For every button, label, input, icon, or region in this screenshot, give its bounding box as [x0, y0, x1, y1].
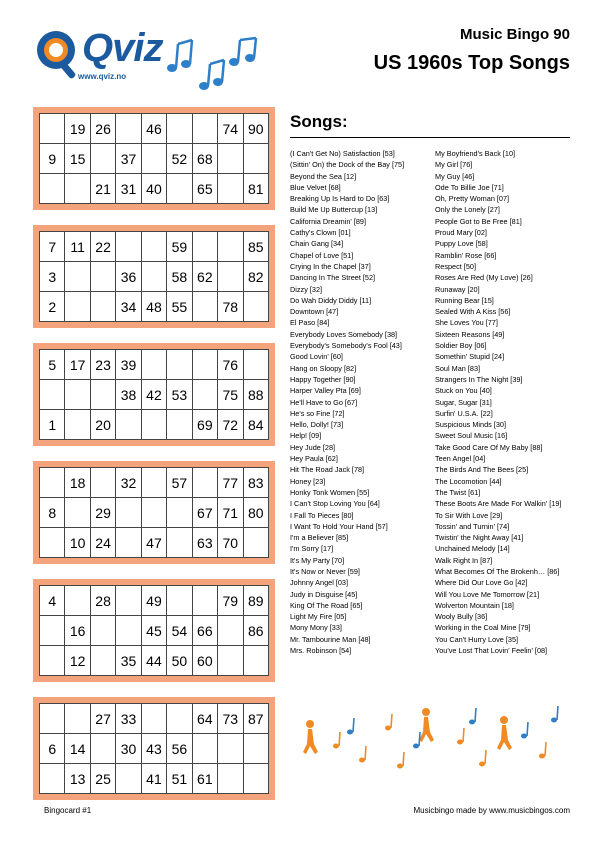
songs-column-left: [290, 148, 435, 656]
song-item: Dizzy [32]: [290, 284, 323, 294]
bingo-cell: [167, 174, 192, 204]
bingo-cell: 56: [167, 734, 192, 764]
song-item: These Boots Are Made For Walkin' [19]: [435, 499, 562, 509]
bingo-cell: [192, 114, 217, 144]
bingo-cell: [65, 410, 90, 440]
song-item: Working in the Coal Mine [79]: [435, 623, 531, 633]
bingo-cell: 87: [243, 704, 269, 734]
bingo-cell: 40: [141, 174, 166, 204]
bingo-cell: [40, 468, 65, 498]
song-item: I Fall To Pieces [80]: [290, 510, 354, 520]
bingo-cell: [141, 498, 166, 528]
bingo-cell: 37: [116, 144, 141, 174]
bingo-cell: 73: [218, 704, 243, 734]
song-item: Teen Angel [04]: [435, 454, 486, 464]
songs-column-right: [435, 148, 570, 656]
song-item: To Sir With Love [29]: [435, 510, 503, 520]
bingo-cell: 62: [192, 262, 217, 292]
footer-card-number: Bingocard #1: [44, 806, 92, 815]
bingo-cell: 29: [90, 498, 115, 528]
song-item: Everybody Loves Somebody [38]: [290, 329, 398, 339]
logo-url: www.qviz.no: [78, 72, 127, 81]
bingo-grid: [39, 585, 269, 676]
bingo-cell: [40, 528, 65, 558]
bingo-cell: 12: [65, 646, 90, 676]
bingo-cell: [243, 144, 269, 174]
bingo-cell: 11: [65, 232, 90, 262]
bingo-cell: [90, 144, 115, 174]
bingo-cell: 79: [218, 586, 243, 616]
bingo-row: [40, 350, 269, 380]
song-item: Mony Mony [33]: [290, 623, 342, 633]
bingo-cell: [40, 646, 65, 676]
bingo-cell: [218, 646, 243, 676]
bingo-cell: 10: [65, 528, 90, 558]
bingo-cell: [90, 616, 115, 646]
bingo-cell: 77: [218, 468, 243, 498]
bingo-cell: 90: [243, 114, 269, 144]
bingo-cell: [243, 734, 269, 764]
bingo-cell: 31: [116, 174, 141, 204]
song-item: Hey Jude [28]: [290, 442, 336, 452]
song-item: My Guy [46]: [435, 171, 475, 181]
bingo-cell: [116, 764, 141, 794]
bingo-cell: 61: [192, 764, 217, 794]
bingo-cell: 46: [141, 114, 166, 144]
bingo-row: [40, 528, 269, 558]
header-title: Music Bingo 90: [459, 26, 570, 43]
footer-credit: Musicbingo made by www.musicbingos.com: [413, 806, 570, 815]
song-item: Chapel of Love [51]: [290, 250, 354, 260]
bingo-cell: [65, 292, 90, 322]
bingo-cell: [40, 380, 65, 410]
bingo-cell: 84: [243, 410, 269, 440]
bingo-cell: [65, 586, 90, 616]
bingo-cell: 48: [141, 292, 166, 322]
bingo-cell: 42: [141, 380, 166, 410]
bingo-cell: [192, 380, 217, 410]
bingo-cell: 65: [192, 174, 217, 204]
bingo-cell: 45: [141, 616, 166, 646]
song-item: The Birds And The Bees [25]: [435, 465, 529, 475]
song-item: Sweet Soul Music [16]: [435, 431, 508, 441]
bingo-cell: [141, 232, 166, 262]
bingo-cell: [65, 380, 90, 410]
bingo-cell: [141, 704, 166, 734]
bingo-cell: 25: [90, 764, 115, 794]
bingo-cell: [218, 734, 243, 764]
bingo-cell: 80: [243, 498, 269, 528]
song-item: Unchained Melody [14]: [435, 544, 510, 554]
song-item: Hit The Road Jack [78]: [290, 465, 365, 475]
song-item: What Becomes Of The Brokenh… [86]: [435, 566, 560, 576]
bingo-cell: 14: [65, 734, 90, 764]
song-item: Judy in Disguise [45]: [290, 589, 358, 599]
bingo-cell: [116, 586, 141, 616]
bingo-cell: [65, 498, 90, 528]
bingo-cell: [192, 292, 217, 322]
bingo-cell: [141, 468, 166, 498]
bingo-cell: [192, 232, 217, 262]
bingo-cell: [90, 292, 115, 322]
bingo-grid: [39, 349, 269, 440]
music-notes-icon: [162, 36, 262, 96]
bingo-cell: [141, 410, 166, 440]
bingo-card: [33, 579, 275, 682]
song-item: You've Lost That Lovin' Feelin' [08]: [435, 646, 548, 656]
song-item: She Loves You [77]: [435, 318, 498, 328]
song-item: Do Wah Diddy Diddy [11]: [290, 295, 372, 305]
bingo-cell: 17: [65, 350, 90, 380]
song-item: I'm Sorry [17]: [290, 544, 334, 554]
song-item: I Want To Hold Your Hand [57]: [290, 521, 388, 531]
song-item: Hang on Sloopy [82]: [290, 363, 357, 373]
bingo-cell: 68: [192, 144, 217, 174]
bingo-row: [40, 174, 269, 204]
bingo-cell: 66: [192, 616, 217, 646]
bingo-cell: 20: [90, 410, 115, 440]
song-item: Johnny Angel [03]: [290, 578, 349, 588]
bingo-cell: [167, 410, 192, 440]
bingo-cell: 75: [218, 380, 243, 410]
bingo-cell: 19: [65, 114, 90, 144]
song-item: My Boyfriend's Back [10]: [435, 149, 516, 158]
song-item: Proud Mary [02]: [435, 228, 487, 238]
bingo-cell: 43: [141, 734, 166, 764]
bingo-cell: [141, 350, 166, 380]
bingo-cell: [167, 114, 192, 144]
bingo-cell: 55: [167, 292, 192, 322]
logo-text: Qviz: [82, 26, 163, 70]
bingo-cell: [141, 144, 166, 174]
song-item: Hello, Dolly! [73]: [290, 420, 344, 430]
bingo-cell: 50: [167, 646, 192, 676]
song-item: Everybody's Somebody's Fool [43]: [290, 341, 402, 351]
bingo-cell: 41: [141, 764, 166, 794]
bingo-row: [40, 410, 269, 440]
song-item: Cathy's Clown [01]: [290, 228, 351, 238]
qviz-logo: [30, 26, 163, 90]
song-item: Where Did Our Love Go [42]: [435, 578, 528, 588]
bingo-cell: 34: [116, 292, 141, 322]
song-item: Soul Man [83]: [435, 363, 481, 373]
bingo-grid: [39, 231, 269, 322]
bingo-cell: 58: [167, 262, 192, 292]
song-item: Soldier Boy [06]: [435, 341, 487, 351]
bingo-row: [40, 586, 269, 616]
song-item: El Paso [84]: [290, 318, 330, 328]
bingo-cell: [116, 528, 141, 558]
song-item: Stuck on You [40]: [435, 386, 492, 396]
bingo-card: [33, 461, 275, 564]
bingo-cell: 47: [141, 528, 166, 558]
bingo-cell: 76: [218, 350, 243, 380]
song-item: Good Lovin' [60]: [290, 352, 343, 362]
bingo-row: [40, 468, 269, 498]
song-item: Sugar, Sugar [31]: [435, 397, 492, 407]
song-item: Blue Velvet [68]: [290, 182, 341, 192]
song-item: People Got to Be Free [81]: [435, 216, 522, 226]
bingo-cell: [167, 586, 192, 616]
song-item: Strangers In The Night [39]: [435, 374, 523, 384]
bingo-cards: [33, 107, 275, 815]
song-item: Running Bear [15]: [435, 295, 494, 305]
bingo-cell: 52: [167, 144, 192, 174]
bingo-row: [40, 114, 269, 144]
bingo-cell: [90, 262, 115, 292]
song-item: You Can't Hurry Love [35]: [435, 634, 519, 644]
bingo-row: [40, 232, 269, 262]
song-item: Oh, Pretty Woman [07]: [435, 194, 510, 204]
bingo-cell: 89: [243, 586, 269, 616]
bingo-cell: [167, 498, 192, 528]
song-item: Help! [09]: [290, 431, 322, 441]
song-item: Take Good Care Of My Baby [88]: [435, 442, 543, 452]
bingo-cell: 15: [65, 144, 90, 174]
bingo-cell: 13: [65, 764, 90, 794]
bingo-cell: 78: [218, 292, 243, 322]
bingo-cell: 27: [90, 704, 115, 734]
bingo-cell: [218, 262, 243, 292]
bingo-cell: 49: [141, 586, 166, 616]
bingo-cell: 53: [167, 380, 192, 410]
bingo-card: [33, 697, 275, 800]
bingo-row: [40, 704, 269, 734]
song-item: Mr. Tambourine Man [48]: [290, 634, 371, 644]
bingo-cell: 36: [116, 262, 141, 292]
dancers-and-notes-illustration: [296, 702, 568, 788]
bingo-cell: 70: [218, 528, 243, 558]
song-item: Beyond the Sea [12]: [290, 171, 357, 181]
song-item: California Dreamin' [89]: [290, 216, 367, 226]
bingo-cell: 35: [116, 646, 141, 676]
bingo-cell: [40, 764, 65, 794]
song-item: Will You Love Me Tomorrow [21]: [435, 589, 540, 599]
bingo-cell: [116, 114, 141, 144]
bingo-grid: [39, 703, 269, 794]
song-item: Ode To Billie Joe [71]: [435, 182, 504, 192]
bingo-cell: 69: [192, 410, 217, 440]
song-item: Respect [50]: [435, 261, 476, 271]
song-item: Tossin' and Turnin' [74]: [435, 521, 510, 531]
bingo-row: [40, 616, 269, 646]
song-item: He's so Fine [72]: [290, 408, 345, 418]
song-item: Dancing In The Street [52]: [290, 273, 376, 283]
bingo-cell: [192, 586, 217, 616]
song-item: Mrs. Robinson [54]: [290, 646, 352, 656]
bingo-cell: 71: [218, 498, 243, 528]
bingo-cell: 28: [90, 586, 115, 616]
song-item: Chain Gang [34]: [290, 239, 344, 249]
song-item: Walk Right In [87]: [435, 555, 493, 565]
song-item: Build Me Up Buttercup [13]: [290, 205, 378, 215]
song-item: I'm a Believer [85]: [290, 533, 349, 543]
bingo-cell: [90, 468, 115, 498]
bingo-cell: 64: [192, 704, 217, 734]
bingo-cell: [167, 528, 192, 558]
bingo-row: [40, 262, 269, 292]
song-item: Sealed With A Kiss [56]: [435, 307, 511, 317]
song-item: Harper Valley Pta [69]: [290, 386, 361, 396]
bingo-cell: [141, 262, 166, 292]
songs-section: [290, 112, 570, 656]
bingo-cell: [218, 144, 243, 174]
bingo-cell: 30: [116, 734, 141, 764]
song-item: Suspicious Minds [30]: [435, 420, 506, 430]
song-item: Hey Paula [62]: [290, 454, 338, 464]
bingo-cell: [40, 616, 65, 646]
song-item: The Locomotion [44]: [435, 476, 502, 486]
bingo-cell: 6: [40, 734, 65, 764]
bingo-cell: 74: [218, 114, 243, 144]
bingo-cell: [116, 232, 141, 262]
bingo-cell: 60: [192, 646, 217, 676]
bingo-row: [40, 734, 269, 764]
bingo-cell: [243, 764, 269, 794]
bingo-cell: 39: [116, 350, 141, 380]
bingo-cell: [65, 174, 90, 204]
bingo-row: [40, 498, 269, 528]
bingo-cell: [192, 468, 217, 498]
bingo-cell: 22: [90, 232, 115, 262]
bingo-row: [40, 292, 269, 322]
song-item: He'll Have to Go [67]: [290, 397, 358, 407]
bingo-cell: [192, 350, 217, 380]
header: [374, 26, 570, 75]
song-item: Twistin' the Night Away [41]: [435, 533, 524, 543]
bingo-cell: [40, 174, 65, 204]
bingo-cell: 85: [243, 232, 269, 262]
song-item: Happy Together [90]: [290, 374, 356, 384]
song-item: Honky Tonk Women [55]: [290, 487, 370, 497]
bingo-cell: 57: [167, 468, 192, 498]
bingo-cell: [243, 292, 269, 322]
song-item: Light My Fire [05]: [290, 612, 347, 622]
bingo-cell: 4: [40, 586, 65, 616]
bingo-cell: 16: [65, 616, 90, 646]
song-item: Somethin' Stupid [24]: [435, 352, 505, 362]
bingo-cell: 33: [116, 704, 141, 734]
header-subtitle: US 1960s Top Songs: [373, 52, 570, 74]
bingo-cell: 81: [243, 174, 269, 204]
songs-heading: Songs:: [290, 112, 570, 138]
bingo-cell: [116, 498, 141, 528]
bingo-cell: 1: [40, 410, 65, 440]
bingo-cell: 26: [90, 114, 115, 144]
bingo-cell: 38: [116, 380, 141, 410]
bingo-row: [40, 646, 269, 676]
bingo-grid: [39, 113, 269, 204]
song-item: It's My Party [70]: [290, 555, 345, 565]
bingo-card: [33, 343, 275, 446]
bingo-cell: [65, 262, 90, 292]
bingo-cell: 72: [218, 410, 243, 440]
song-item: Sixteen Reasons [49]: [435, 329, 505, 339]
bingo-card: [33, 225, 275, 328]
bingo-cell: 44: [141, 646, 166, 676]
bingo-cell: [218, 174, 243, 204]
bingo-cell: [218, 232, 243, 262]
bingo-cell: [65, 704, 90, 734]
song-item: Downtown [47]: [290, 307, 339, 317]
song-item: Crying In the Chapel [37]: [290, 261, 371, 271]
bingo-cell: [167, 350, 192, 380]
song-item: Surfin' U.S.A. [22]: [435, 408, 493, 418]
song-item: Breaking Up Is Hard to Do [63]: [290, 194, 390, 204]
song-item: The Twist [61]: [435, 487, 481, 497]
bingo-cell: 51: [167, 764, 192, 794]
bingo-row: [40, 764, 269, 794]
song-item: Runaway [20]: [435, 284, 480, 294]
bingo-row: [40, 144, 269, 174]
bingo-cell: 24: [90, 528, 115, 558]
song-item: I Can't Stop Loving You [64]: [290, 499, 380, 509]
bingo-cell: 2: [40, 292, 65, 322]
bingo-cell: 82: [243, 262, 269, 292]
bingo-cell: [90, 380, 115, 410]
bingo-cell: 8: [40, 498, 65, 528]
song-item: (Sittin' On) the Dock of the Bay [75]: [290, 160, 405, 170]
song-item: (I Can't Get No) Satisfaction [53]: [290, 149, 395, 158]
bingo-cell: 7: [40, 232, 65, 262]
bingo-cell: 59: [167, 232, 192, 262]
bingo-cell: 67: [192, 498, 217, 528]
bingo-cell: [243, 646, 269, 676]
bingo-cell: [40, 704, 65, 734]
song-item: Roses Are Red (My Love) [26]: [435, 273, 533, 283]
bingo-cell: [243, 350, 269, 380]
song-item: Wolverton Mountain [18]: [435, 600, 514, 610]
bingo-cell: 86: [243, 616, 269, 646]
song-item: It's Now or Never [59]: [290, 566, 360, 576]
bingo-cell: 23: [90, 350, 115, 380]
bingo-cell: [90, 646, 115, 676]
bingo-cell: [116, 410, 141, 440]
bingo-cell: 83: [243, 468, 269, 498]
song-item: Ramblin' Rose [66]: [435, 250, 497, 260]
bingo-cell: 5: [40, 350, 65, 380]
bingo-row: [40, 380, 269, 410]
bingo-cell: [116, 616, 141, 646]
bingo-cell: 88: [243, 380, 269, 410]
bingo-cell: [243, 528, 269, 558]
song-item: King Of The Road [65]: [290, 600, 363, 610]
bingo-cell: [167, 704, 192, 734]
bingo-grid: [39, 467, 269, 558]
song-item: Honey [23]: [290, 476, 326, 486]
bingo-cell: 3: [40, 262, 65, 292]
bingo-cell: [218, 764, 243, 794]
song-item: Wooly Bully [36]: [435, 612, 488, 622]
bingo-cell: 54: [167, 616, 192, 646]
bingo-cell: 9: [40, 144, 65, 174]
bingo-cell: [218, 616, 243, 646]
bingo-card: [33, 107, 275, 210]
bingo-cell: 32: [116, 468, 141, 498]
bingo-cell: [40, 114, 65, 144]
song-item: Puppy Love [58]: [435, 239, 488, 249]
bingo-cell: [90, 734, 115, 764]
song-item: My Girl [76]: [435, 160, 473, 170]
bingo-cell: [192, 734, 217, 764]
bingo-cell: 21: [90, 174, 115, 204]
bingo-cell: 63: [192, 528, 217, 558]
song-item: Only the Lonely [27]: [435, 205, 500, 215]
bingo-cell: 18: [65, 468, 90, 498]
